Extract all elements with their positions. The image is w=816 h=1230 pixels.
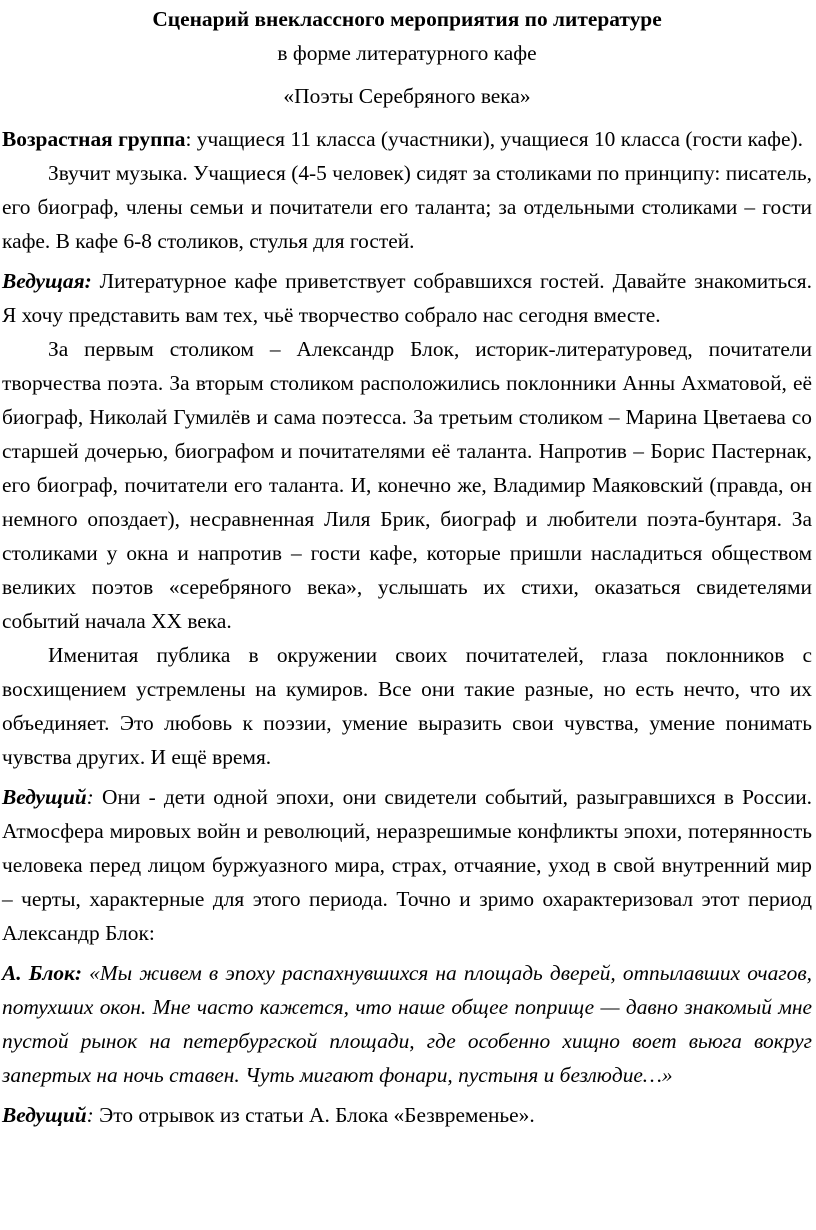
age-group-text: : учащиеся 11 класса (участники), учащиеся 10 класса (гости кафе). <box>185 127 803 151</box>
host-female-paragraph <box>2 264 812 332</box>
host-female-text: Литературное кафе приветствует собравшихся гостей. Давайте знакомиться. Я хочу представить вам тех, чьё творчество собрало нас сегодня вместе. <box>2 269 812 327</box>
host-male-colon-1: : <box>86 785 94 809</box>
tables-paragraph: За первым столиком – Александр Блок, историк-литературовед, почитатели творчества поэта. За вторым столиком расположились поклонники Анны Ахматовой, её биограф, Николай Гумилёв и сама поэтесса. За третьим столиком – Марина Цветаева со старшей дочерью, биографом и почитателями её таланта. Напротив – Борис Пастернак, его биограф, почитатели его таланта. И, конечно же, Владимир Маяковский (правда, он немного опоздает), несравненная Лиля Брик, биограф и любители поэта-бунтаря. За столиками у окна и напротив – гости кафе, которые пришли насладиться обществом великих поэтов «серебряного века», услышать их стихи, оказаться свидетелями событий начала XX века. <box>2 337 812 633</box>
setting-paragraph: Звучит музыка. Учащиеся (4-5 человек) сидят за столиками по принципу: писатель, его биограф, члены семьи и почитатели его таланта; за отдельными столиками – гости кафе. В кафе 6-8 столиков, стулья для гостей. <box>2 161 812 253</box>
document-title: Сценарий внеклассного мероприятия по литературе <box>152 7 662 31</box>
host-male-paragraph-2 <box>2 1098 812 1132</box>
age-group-label: Возрастная группа <box>2 127 186 151</box>
host-male-speaker-1: Ведущий <box>2 785 87 809</box>
host-female-speaker: Ведущая: <box>2 269 92 293</box>
host-male-colon-2: : <box>86 1103 94 1127</box>
blok-speaker: А. Блок: <box>2 961 82 985</box>
blok-quote-text: «Мы живем в эпоху распахнувшихся на площадь дверей, отпылавших очагов, потухших окон. Мне часто кажется, что наше общее поприще — давно знакомый мне пустой рынок на петербургской площади, где особенно хищно воет вьюга вокруг запертых на ночь ставен. Чуть мигают фонари, пустыня и безлюдие…» <box>2 961 812 1087</box>
age-group-paragraph <box>2 122 812 156</box>
document-theme: «Поэты Серебряного века» <box>283 84 531 108</box>
blok-quote-paragraph <box>2 956 812 1092</box>
host-male-paragraph-1 <box>2 780 812 950</box>
host-male-text-1: Они - дети одной эпохи, они свидетели событий, разыгравшихся в России. Атмосфера мировых войн и революций, неразрешимые конфликты эпохи, потерянность человека перед лицом буржуазного мира, страх, отчаяние, уход в свой внутренний мир – черты, характерные для этого периода. Точно и зримо охарактеризовал этот период Александр Блок: <box>2 785 812 945</box>
document-subtitle: в форме литературного кафе <box>277 41 537 65</box>
document-page <box>0 2 816 1230</box>
host-male-text-2: Это отрывок из статьи А. Блока «Безвременье». <box>93 1103 535 1127</box>
host-male-speaker-2: Ведущий <box>2 1103 87 1127</box>
audience-paragraph: Именитая публика в окружении своих почитателей, глаза поклонников с восхищением устремлены на кумиров. Все они такие разные, но есть нечто, что их объединяет. Это любовь к поэзии, умение выразить свои чувства, умение понимать чувства других. И ещё время. <box>2 643 812 769</box>
